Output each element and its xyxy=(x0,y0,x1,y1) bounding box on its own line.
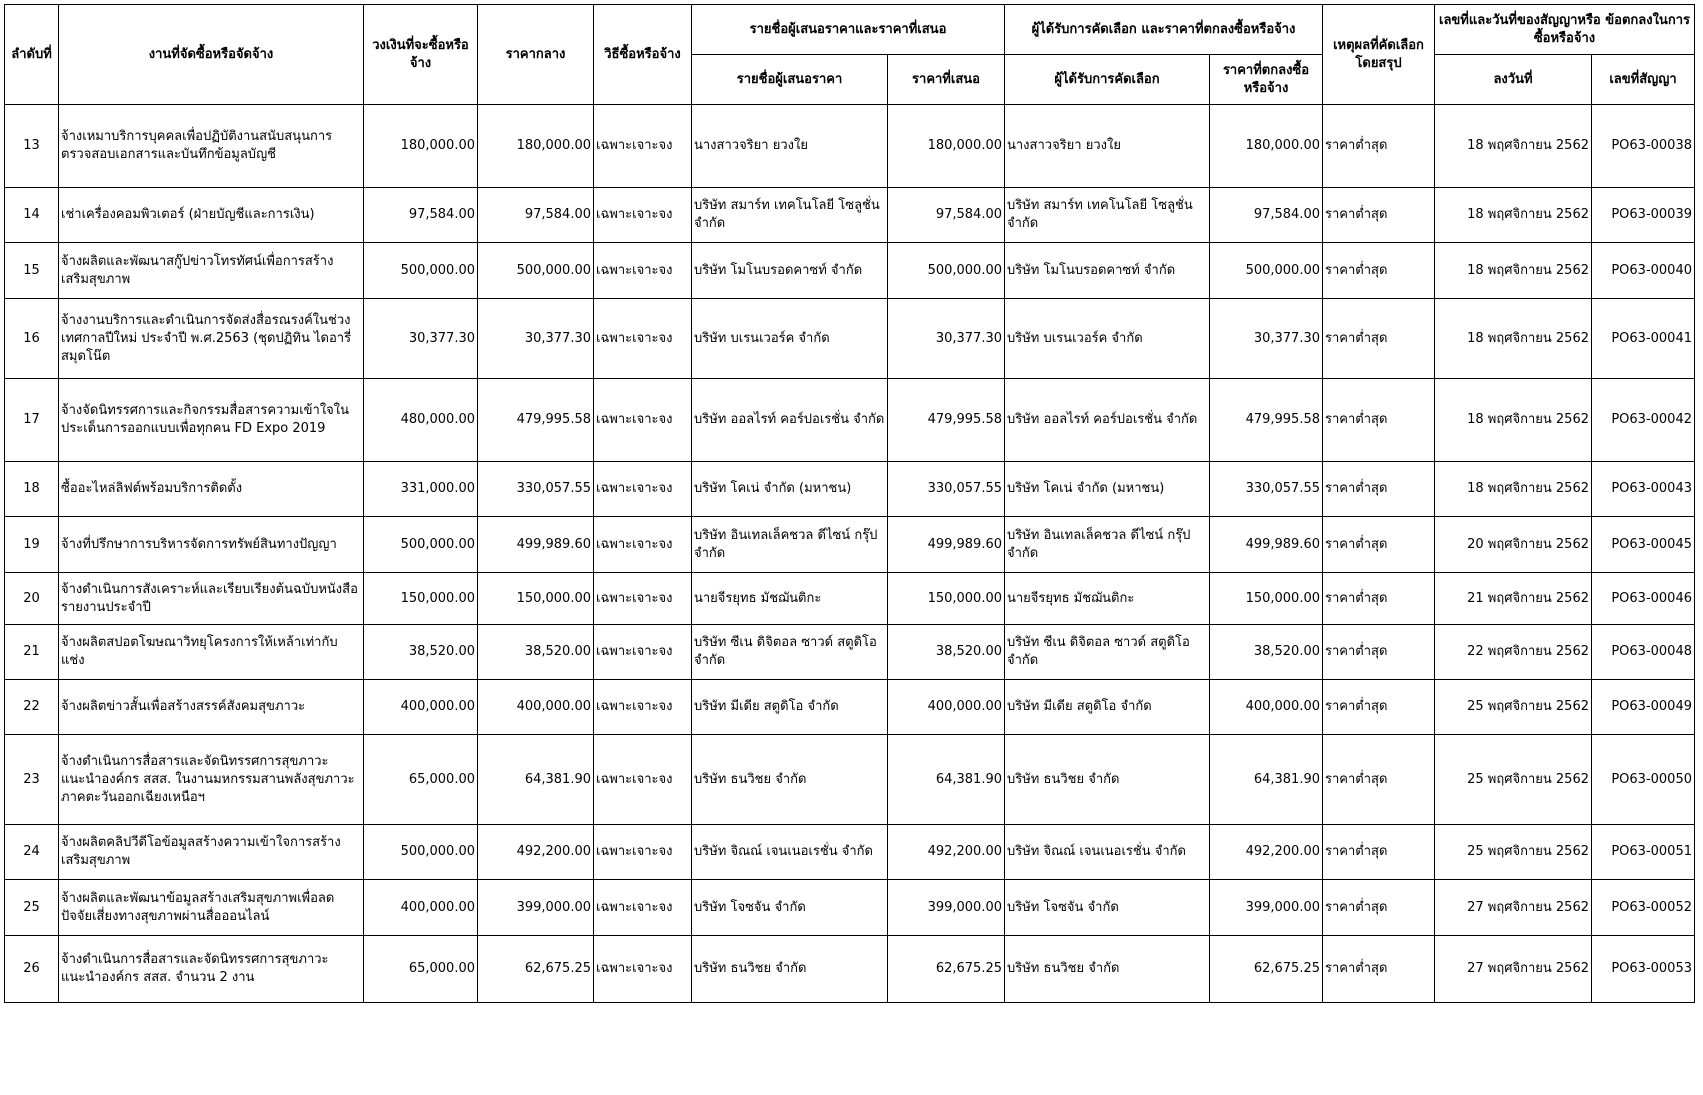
header-bidder-name: รายชื่อผู้เสนอราคา xyxy=(692,55,888,105)
header-bid-price: ราคาที่เสนอ xyxy=(888,55,1005,105)
cell-contract-no: PO63-00048 xyxy=(1592,625,1695,680)
cell-median-price: 399,000.00 xyxy=(478,880,594,936)
table-row xyxy=(5,379,1695,462)
cell-seq: 14 xyxy=(5,188,59,243)
cell-selected-name: บริษัท โคเน่ จำกัด (มหาชน) xyxy=(1005,462,1210,517)
cell-contract-date: 25 พฤศจิกายน 2562 xyxy=(1435,825,1592,880)
cell-seq: 26 xyxy=(5,936,59,1003)
cell-selected-name: บริษัท มีเดีย สตูดิโอ จำกัด xyxy=(1005,680,1210,735)
cell-method: เฉพาะเจาะจง xyxy=(594,105,692,188)
table-row xyxy=(5,680,1695,735)
cell-contract-no: PO63-00051 xyxy=(1592,825,1695,880)
cell-bid-price: 62,675.25 xyxy=(888,936,1005,1003)
cell-bid-price: 38,520.00 xyxy=(888,625,1005,680)
cell-budget: 480,000.00 xyxy=(364,379,478,462)
cell-reason: ราคาต่ำสุด xyxy=(1323,188,1435,243)
header-contract-no: เลขที่สัญญา xyxy=(1592,55,1695,105)
cell-method: เฉพาะเจาะจง xyxy=(594,680,692,735)
cell-selected-name: บริษัท ธนวิชย จำกัด xyxy=(1005,735,1210,825)
cell-budget: 38,520.00 xyxy=(364,625,478,680)
cell-work: จ้างจัดนิทรรศการและกิจกรรมสื่อสารความเข้าใจในประเด็นการออกแบบเพื่อทุกคน FD Expo 2019 xyxy=(59,379,364,462)
cell-bid-price: 64,381.90 xyxy=(888,735,1005,825)
cell-seq: 13 xyxy=(5,105,59,188)
cell-contract-no: PO63-00040 xyxy=(1592,243,1695,299)
cell-method: เฉพาะเจาะจง xyxy=(594,936,692,1003)
cell-bid-price: 400,000.00 xyxy=(888,680,1005,735)
cell-reason: ราคาต่ำสุด xyxy=(1323,825,1435,880)
cell-method: เฉพาะเจาะจง xyxy=(594,299,692,379)
cell-bidder-name: บริษัท มีเดีย สตูดิโอ จำกัด xyxy=(692,680,888,735)
cell-contract-date: 20 พฤศจิกายน 2562 xyxy=(1435,517,1592,573)
cell-contract-no: PO63-00043 xyxy=(1592,462,1695,517)
cell-selected-name: บริษัท อินเทลเล็คชวล ดีไซน์ กรุ๊ป จำกัด xyxy=(1005,517,1210,573)
cell-budget: 331,000.00 xyxy=(364,462,478,517)
header-method: วิธีซื้อหรือจ้าง xyxy=(594,5,692,105)
cell-seq: 15 xyxy=(5,243,59,299)
cell-bid-price: 330,057.55 xyxy=(888,462,1005,517)
header-row-top xyxy=(5,5,1695,55)
cell-selected-name: บริษัท ออลไรท์ คอร์ปอเรชั่น จำกัด xyxy=(1005,379,1210,462)
cell-agreed-price: 97,584.00 xyxy=(1210,188,1323,243)
cell-reason: ราคาต่ำสุด xyxy=(1323,625,1435,680)
cell-contract-no: PO63-00038 xyxy=(1592,105,1695,188)
cell-contract-no: PO63-00041 xyxy=(1592,299,1695,379)
cell-seq: 18 xyxy=(5,462,59,517)
procurement-sheet xyxy=(4,4,1695,1003)
cell-method: เฉพาะเจาะจง xyxy=(594,462,692,517)
cell-contract-date: 25 พฤศจิกายน 2562 xyxy=(1435,735,1592,825)
cell-contract-date: 18 พฤศจิกายน 2562 xyxy=(1435,299,1592,379)
cell-contract-no: PO63-00049 xyxy=(1592,680,1695,735)
cell-agreed-price: 64,381.90 xyxy=(1210,735,1323,825)
cell-bidder-name: บริษัท ธนวิชย จำกัด xyxy=(692,936,888,1003)
table-row xyxy=(5,462,1695,517)
cell-selected-name: นางสาวจริยา ยวงใย xyxy=(1005,105,1210,188)
procurement-table xyxy=(4,4,1695,1003)
cell-budget: 65,000.00 xyxy=(364,936,478,1003)
header-selected-name: ผู้ได้รับการคัดเลือก xyxy=(1005,55,1210,105)
cell-reason: ราคาต่ำสุด xyxy=(1323,936,1435,1003)
cell-contract-date: 27 พฤศจิกายน 2562 xyxy=(1435,880,1592,936)
cell-bid-price: 479,995.58 xyxy=(888,379,1005,462)
cell-seq: 20 xyxy=(5,573,59,625)
cell-bidder-name: บริษัท โมโนบรอดคาซท์ จำกัด xyxy=(692,243,888,299)
cell-budget: 30,377.30 xyxy=(364,299,478,379)
cell-bid-price: 97,584.00 xyxy=(888,188,1005,243)
cell-median-price: 330,057.55 xyxy=(478,462,594,517)
cell-bidder-name: บริษัท โจซจัน จำกัด xyxy=(692,880,888,936)
cell-work: จ้างผลิตและพัฒนาข้อมูลสร้างเสริมสุขภาพเพื่อลดปัจจัยเสี่ยงทางสุขภาพผ่านสื่อออนไลน์ xyxy=(59,880,364,936)
table-row xyxy=(5,299,1695,379)
cell-selected-name: บริษัท สมาร์ท เทคโนโลยี โซลูชั่น จำกัด xyxy=(1005,188,1210,243)
cell-method: เฉพาะเจาะจง xyxy=(594,735,692,825)
cell-bid-price: 150,000.00 xyxy=(888,573,1005,625)
cell-bidder-name: บริษัท จิณณ์ เจนเนอเรชั่น จำกัด xyxy=(692,825,888,880)
cell-contract-date: 27 พฤศจิกายน 2562 xyxy=(1435,936,1592,1003)
cell-agreed-price: 479,995.58 xyxy=(1210,379,1323,462)
cell-bidder-name: บริษัท ธนวิชย จำกัด xyxy=(692,735,888,825)
header-median-price: ราคากลาง xyxy=(478,5,594,105)
cell-bidder-name: บริษัท โคเน่ จำกัด (มหาชน) xyxy=(692,462,888,517)
cell-agreed-price: 38,520.00 xyxy=(1210,625,1323,680)
cell-contract-date: 18 พฤศจิกายน 2562 xyxy=(1435,462,1592,517)
table-row xyxy=(5,243,1695,299)
cell-median-price: 180,000.00 xyxy=(478,105,594,188)
cell-agreed-price: 400,000.00 xyxy=(1210,680,1323,735)
cell-median-price: 150,000.00 xyxy=(478,573,594,625)
cell-budget: 500,000.00 xyxy=(364,243,478,299)
cell-work: จ้างงานบริการและดำเนินการจัดส่งสื่อรณรงค์ในช่วงเทศกาลปีใหม่ ประจำปี พ.ศ.2563 (ชุดปฏิทิน ไดอารี่ สมุดโน๊ต xyxy=(59,299,364,379)
cell-median-price: 479,995.58 xyxy=(478,379,594,462)
cell-median-price: 64,381.90 xyxy=(478,735,594,825)
cell-median-price: 492,200.00 xyxy=(478,825,594,880)
cell-method: เฉพาะเจาะจง xyxy=(594,243,692,299)
cell-reason: ราคาต่ำสุด xyxy=(1323,299,1435,379)
cell-bid-price: 180,000.00 xyxy=(888,105,1005,188)
cell-agreed-price: 150,000.00 xyxy=(1210,573,1323,625)
header-work: งานที่จัดซื้อหรือจัดจ้าง xyxy=(59,5,364,105)
cell-seq: 16 xyxy=(5,299,59,379)
cell-reason: ราคาต่ำสุด xyxy=(1323,573,1435,625)
cell-seq: 23 xyxy=(5,735,59,825)
header-selected-group: ผู้ได้รับการคัดเลือก และราคาที่ตกลงซื้อหรือจ้าง xyxy=(1005,5,1323,55)
cell-agreed-price: 399,000.00 xyxy=(1210,880,1323,936)
cell-budget: 150,000.00 xyxy=(364,573,478,625)
cell-bidder-name: นางสาวจริยา ยวงใย xyxy=(692,105,888,188)
cell-seq: 25 xyxy=(5,880,59,936)
cell-method: เฉพาะเจาะจง xyxy=(594,573,692,625)
cell-median-price: 62,675.25 xyxy=(478,936,594,1003)
header-agreed-price: ราคาที่ตกลงซื้อหรือจ้าง xyxy=(1210,55,1323,105)
cell-contract-no: PO63-00050 xyxy=(1592,735,1695,825)
cell-budget: 180,000.00 xyxy=(364,105,478,188)
cell-reason: ราคาต่ำสุด xyxy=(1323,735,1435,825)
cell-bidder-name: บริษัท อินเทลเล็คชวล ดีไซน์ กรุ๊ป จำกัด xyxy=(692,517,888,573)
cell-bid-price: 499,989.60 xyxy=(888,517,1005,573)
header-contract-date: ลงวันที่ xyxy=(1435,55,1592,105)
cell-agreed-price: 62,675.25 xyxy=(1210,936,1323,1003)
cell-contract-date: 18 พฤศจิกายน 2562 xyxy=(1435,188,1592,243)
cell-agreed-price: 180,000.00 xyxy=(1210,105,1323,188)
cell-budget: 65,000.00 xyxy=(364,735,478,825)
cell-bidder-name: บริษัท บเรนเวอร์ค จำกัด xyxy=(692,299,888,379)
cell-selected-name: นายจีรยุทธ มัชฌันติกะ xyxy=(1005,573,1210,625)
cell-reason: ราคาต่ำสุด xyxy=(1323,105,1435,188)
cell-bid-price: 492,200.00 xyxy=(888,825,1005,880)
cell-agreed-price: 499,989.60 xyxy=(1210,517,1323,573)
table-row xyxy=(5,573,1695,625)
cell-work: จ้างผลิตสปอตโฆษณาวิทยุโครงการให้เหล้าเท่ากับแช่ง xyxy=(59,625,364,680)
cell-seq: 17 xyxy=(5,379,59,462)
cell-budget: 400,000.00 xyxy=(364,680,478,735)
table-row xyxy=(5,517,1695,573)
cell-budget: 400,000.00 xyxy=(364,880,478,936)
cell-median-price: 499,989.60 xyxy=(478,517,594,573)
table-row xyxy=(5,825,1695,880)
cell-agreed-price: 500,000.00 xyxy=(1210,243,1323,299)
cell-contract-no: PO63-00045 xyxy=(1592,517,1695,573)
table-row xyxy=(5,105,1695,188)
header-budget: วงเงินที่จะซื้อหรือจ้าง xyxy=(364,5,478,105)
cell-contract-date: 21 พฤศจิกายน 2562 xyxy=(1435,573,1592,625)
cell-selected-name: บริษัท ซีเน ดิจิตอล ซาวด์ สตูดิโอ จำกัด xyxy=(1005,625,1210,680)
cell-contract-no: PO63-00053 xyxy=(1592,936,1695,1003)
cell-work: จ้างผลิตข่าวสั้นเพื่อสร้างสรรค์สังคมสุขภาวะ xyxy=(59,680,364,735)
cell-seq: 22 xyxy=(5,680,59,735)
cell-seq: 24 xyxy=(5,825,59,880)
cell-work: จ้างเหมาบริการบุคคลเพื่อปฏิบัติงานสนับสนุนการตรวจสอบเอกสารและบันทึกข้อมูลบัญชี xyxy=(59,105,364,188)
cell-work: จ้างดำเนินการสื่อสารและจัดนิทรรศการสุขภาวะ แนะนำองค์กร สสส. จำนวน 2 งาน xyxy=(59,936,364,1003)
cell-method: เฉพาะเจาะจง xyxy=(594,188,692,243)
cell-contract-date: 25 พฤศจิกายน 2562 xyxy=(1435,680,1592,735)
cell-contract-no: PO63-00039 xyxy=(1592,188,1695,243)
table-row xyxy=(5,936,1695,1003)
cell-bidder-name: นายจีรยุทธ มัชฌันติกะ xyxy=(692,573,888,625)
table-row xyxy=(5,880,1695,936)
table-row xyxy=(5,188,1695,243)
cell-selected-name: บริษัท ธนวิชย จำกัด xyxy=(1005,936,1210,1003)
cell-reason: ราคาต่ำสุด xyxy=(1323,517,1435,573)
cell-median-price: 38,520.00 xyxy=(478,625,594,680)
cell-contract-no: PO63-00046 xyxy=(1592,573,1695,625)
cell-median-price: 400,000.00 xyxy=(478,680,594,735)
cell-seq: 21 xyxy=(5,625,59,680)
cell-budget: 500,000.00 xyxy=(364,517,478,573)
cell-reason: ราคาต่ำสุด xyxy=(1323,680,1435,735)
cell-contract-no: PO63-00052 xyxy=(1592,880,1695,936)
cell-method: เฉพาะเจาะจง xyxy=(594,825,692,880)
cell-median-price: 97,584.00 xyxy=(478,188,594,243)
cell-work: จ้างดำเนินการสื่อสารและจัดนิทรรศการสุขภาวะ แนะนำองค์กร สสส. ในงานมหกรรมสานพลังสุขภาวะภาคตะวันออกเฉียงเหนือฯ xyxy=(59,735,364,825)
cell-reason: ราคาต่ำสุด xyxy=(1323,243,1435,299)
cell-contract-date: 18 พฤศจิกายน 2562 xyxy=(1435,105,1592,188)
table-row xyxy=(5,625,1695,680)
cell-bidder-name: บริษัท ซีเน ดิจิตอล ซาวด์ สตูดิโอ จำกัด xyxy=(692,625,888,680)
cell-budget: 97,584.00 xyxy=(364,188,478,243)
cell-selected-name: บริษัท จิณณ์ เจนเนอเรชั่น จำกัด xyxy=(1005,825,1210,880)
cell-contract-date: 18 พฤศจิกายน 2562 xyxy=(1435,379,1592,462)
cell-agreed-price: 30,377.30 xyxy=(1210,299,1323,379)
cell-agreed-price: 492,200.00 xyxy=(1210,825,1323,880)
cell-selected-name: บริษัท โมโนบรอดคาซท์ จำกัด xyxy=(1005,243,1210,299)
table-row xyxy=(5,735,1695,825)
cell-work: เช่าเครื่องคอมพิวเตอร์ (ฝ่ายบัญชีและการเงิน) xyxy=(59,188,364,243)
cell-method: เฉพาะเจาะจง xyxy=(594,517,692,573)
cell-work: จ้างผลิตและพัฒนาสกู๊ปข่าวโทรทัศน์เพื่อการสร้างเสริมสุขภาพ xyxy=(59,243,364,299)
cell-reason: ราคาต่ำสุด xyxy=(1323,462,1435,517)
cell-method: เฉพาะเจาะจง xyxy=(594,880,692,936)
header-contract-group: เลขที่และวันที่ของสัญญาหรือ ข้อตกลงในการซื้อหรือจ้าง xyxy=(1435,5,1695,55)
cell-contract-date: 18 พฤศจิกายน 2562 xyxy=(1435,243,1592,299)
cell-work: ซื้ออะไหล่ลิฟต์พร้อมบริการติดตั้ง xyxy=(59,462,364,517)
cell-work: จ้างดำเนินการสังเคราะห์และเรียบเรียงต้นฉบับหนังสือรายงานประจำปี xyxy=(59,573,364,625)
cell-reason: ราคาต่ำสุด xyxy=(1323,880,1435,936)
cell-budget: 500,000.00 xyxy=(364,825,478,880)
cell-agreed-price: 330,057.55 xyxy=(1210,462,1323,517)
cell-seq: 19 xyxy=(5,517,59,573)
cell-contract-date: 22 พฤศจิกายน 2562 xyxy=(1435,625,1592,680)
cell-work: จ้างผลิตคลิปวีดีโอข้อมูลสร้างความเข้าใจการสร้างเสริมสุขภาพ xyxy=(59,825,364,880)
cell-median-price: 30,377.30 xyxy=(478,299,594,379)
cell-reason: ราคาต่ำสุด xyxy=(1323,379,1435,462)
cell-method: เฉพาะเจาะจง xyxy=(594,379,692,462)
cell-selected-name: บริษัท โจซจัน จำกัด xyxy=(1005,880,1210,936)
cell-bid-price: 399,000.00 xyxy=(888,880,1005,936)
cell-contract-no: PO63-00042 xyxy=(1592,379,1695,462)
cell-bidder-name: บริษัท ออลไรท์ คอร์ปอเรชั่น จำกัด xyxy=(692,379,888,462)
header-reason: เหตุผลที่คัดเลือก โดยสรุป xyxy=(1323,5,1435,105)
cell-bid-price: 30,377.30 xyxy=(888,299,1005,379)
cell-bidder-name: บริษัท สมาร์ท เทคโนโลยี โซลูชั่น จำกัด xyxy=(692,188,888,243)
header-seq: ลำดับที่ xyxy=(5,5,59,105)
cell-work: จ้างที่ปรึกษาการบริหารจัดการทรัพย์สินทางปัญญา xyxy=(59,517,364,573)
cell-selected-name: บริษัท บเรนเวอร์ค จำกัด xyxy=(1005,299,1210,379)
cell-median-price: 500,000.00 xyxy=(478,243,594,299)
header-bidders-group: รายชื่อผู้เสนอราคาและราคาที่เสนอ xyxy=(692,5,1005,55)
cell-method: เฉพาะเจาะจง xyxy=(594,625,692,680)
cell-bid-price: 500,000.00 xyxy=(888,243,1005,299)
